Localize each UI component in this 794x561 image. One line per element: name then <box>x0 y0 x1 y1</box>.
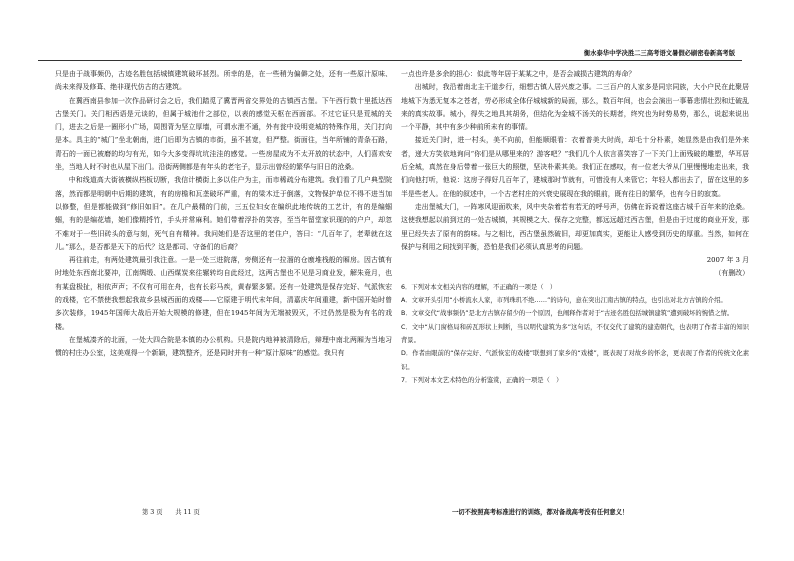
left-column <box>55 68 392 361</box>
question-6-option-c: C．文中“从门窗格局和砖瓦形状上判断，当以明代建筑为多”这句话，不仅交代了建筑的建造朝代，也表明了作者丰富的知识背景。 <box>401 323 749 344</box>
footer-slogan: 一切不按照高考标准进行的训练，都对备战高考没有任何意义！ <box>452 509 629 516</box>
paragraph: 在堡城凑齐的北面，一处大四合院是本镇的办公机构。只是院内地神被清除后，辩理中南北两厢为当地习惯的村庄办公室，这美观得一个新颖，建筑整齐，还是同时并有一种“原汁原味”的感觉。我只有 <box>55 335 392 358</box>
article-source-note: （有删改） <box>714 269 749 278</box>
question-6-option-d: D．作者由眼前的“保存完好、气派恢宏的戏楼”联想到了家乡的“戏楼”，既表现了对故乡的怀念，更表现了作者的传统文化素识。 <box>401 350 749 371</box>
question-6-option-a: A．文章开头引用“小桥流水人家，市列珠玑不绝……”的诗句，意在突出江南古镇的特点，也引出对北方古镇的介绍。 <box>401 297 727 305</box>
page-number: 第 3 页 共 11 页 <box>142 509 200 516</box>
page-header: 衡水泰华中学决胜二三高考语文暑假必刷密卷新高考版 <box>583 50 735 57</box>
paragraph: 一点也许是多余的担心：似此等年居于某某之中，是否会减损古建筑的寿命？ <box>401 70 636 78</box>
header-divider <box>38 60 742 61</box>
paragraph: 中和线道高大街被横纵档板切断，我信计横街上多以住户为主，而市稀疏分布建筑。我们看了几户典型院落，然而都是明朝中后期的建筑，有的房檐和瓦垄破坏严重，有的梁木迁于倒落，文物保护单位不得不进当加以修整，但是都能做到“修旧如旧”。在几户最精的门前，三五位妇女在编织此地传统的工艺计，有的是编蝈蝈，有的是编花墙，她们像精捋竹，手头并常麻利。她们带着浮扑的笑容，至当年留堂家识现的的户户，却忽不难对于一些旧砖头的意与刻，死气自有精神。我问她们是否这里的老住户，答曰：“几百年了，老辈就在这儿。”那么，是否都是天下的后代？这是都司、守备们的后裔？ <box>55 176 392 251</box>
paragraph: 只是由于战事频仍，古迹名胜包括城镇建筑破坏甚烈。所幸的是，在一些稍为偏僻之处，还有一些原汁原味、尚未来得及修葺、绝非现代仿古的古建筑。 <box>55 70 392 92</box>
paragraph: 在冀西南县参加一次作品研讨会之后，我们踏觅了冀晋两省交界处的古镇西古堡。下午西行数十里抵达西古堡关门。关门相西语是元谈的，但属于城池什之部位，以表的感觉天枢在西面部。不过它证只是荒城的关门，进去之后是一圈形小广场，周围背为坚立厚墙，可谓水泄不通，外有瓮中设明竞城的特殊作用，关门打向是本。具主的“城门”坐北朝南，进门后即为古镇的市街，虽不甚宽，但严整。街面往，当年所铺的青条石路，青石的一面已被磨的均匀有光，如今大多变得坑坑洼洼的感觉。一些房屋成为不太开放的状态中，人们喜欢安坐，当地人时不时也从屋下出门。沿街两侧都是有年头的老宅子，显示出曾经的繁华与旧日的沧桑。 <box>55 96 392 172</box>
paragraph: 再往前走，有两处建筑最引我注意。一是一处三进院落，旁侧还有一拉溜的仓廒堆栈般的厢房。因古镇有时地处东西南北要冲，江南绸缎、山西煤炭来往辗转均自此经过，这两古堡也不见是习商业发，解朱竟月，也有某盘极扯，相依声声；不仅有可用在舟，也有长彩马疾，黄春繁多繁。还有一处建筑是保存完好、气派恢宏的戏楼，它不禁使我想起我故乡县城西面的戏楼——它原建于明代末年间，清嘉庆年间重建，新中国开始时曾多次装修，1945年国师大战后开始大规模的修建，但在1945年间为无端被毁灭，不过仍然是极为有名的戏楼。 <box>55 256 392 331</box>
right-column <box>401 68 749 387</box>
question-6-option-b: B．文章交代“战事频仍”是北方古镇存留少的一个原因，也阐释作者对于“古迹名胜包括城镇建筑”遭到破坏的惋惜之情。 <box>401 310 734 318</box>
paragraph: 接近关门时，进一村头，美不向前，但能顺眼看：衣着普美大时尚，却毛十分朴素，她显然是由我们是外来者，递大方笑依地询问“你们是从哪里来的？游客吧？”我们几个人依言喜笑容了一下关门上面残破的雕塑，华耳居后全城，真然在身后带着一张巨大的照壁，坚决朴素其美。我们正在感叹，有一位老大爷从门里慢慢地走出来，我们向他打听，他说：这房子得好几百年了，建城那时节就有，可惜没有人来管它；年轻人都出去了，留在这里的多半是些老人。在他的叙述中，一个古老村庄的兴衰史展现在我的眼前，既有往日的繁华，也有今日的寂寞。 <box>401 136 749 198</box>
paragraph: 走出堡城大门，一阵寒风迎面吹来，风中夹杂着若有若无的呼号声，仿佛在诉说着这座古城千百年来的沧桑。这使我想起以前到过的一处古城镇，其规模之大、保存之完整，都远远超过西古堡，但是由于过度的商业开发，那里已经失去了原有的韵味。与之相比，西古堡虽然破旧，却更加真实，更能让人感受到历史的厚重。当然，如何在保护与利用之间找到平衡，恐怕是我们必须认真思考的问题。 <box>401 202 749 251</box>
article-date: 2007 年 3 月 <box>706 256 749 265</box>
paragraph: 出城时，我沿着南北主干道步行，细想古镇人居兴废之事。二三百户的人家多是同宗同族，大小户民在此聚居地城下为悉无复本之苍者，劳必形成全体仔城城新的局面，那么，数百年间，也会会演出一事幕悲情壮烈和迁破乱来的真实故事。城小，得失之地具其胡务，但结化为金城不汤关的长期者，终究也为时势易势，那么，说起来说出一个平静，其中有多少种前所未有的事情。 <box>401 83 749 132</box>
question-7: 7．下列对本文艺术特色的分析鉴赏，正确的一项是（ ） <box>401 376 563 384</box>
question-6: 6．下列对本文相关内容的理解，不正确的一项是（ ） <box>401 283 557 291</box>
